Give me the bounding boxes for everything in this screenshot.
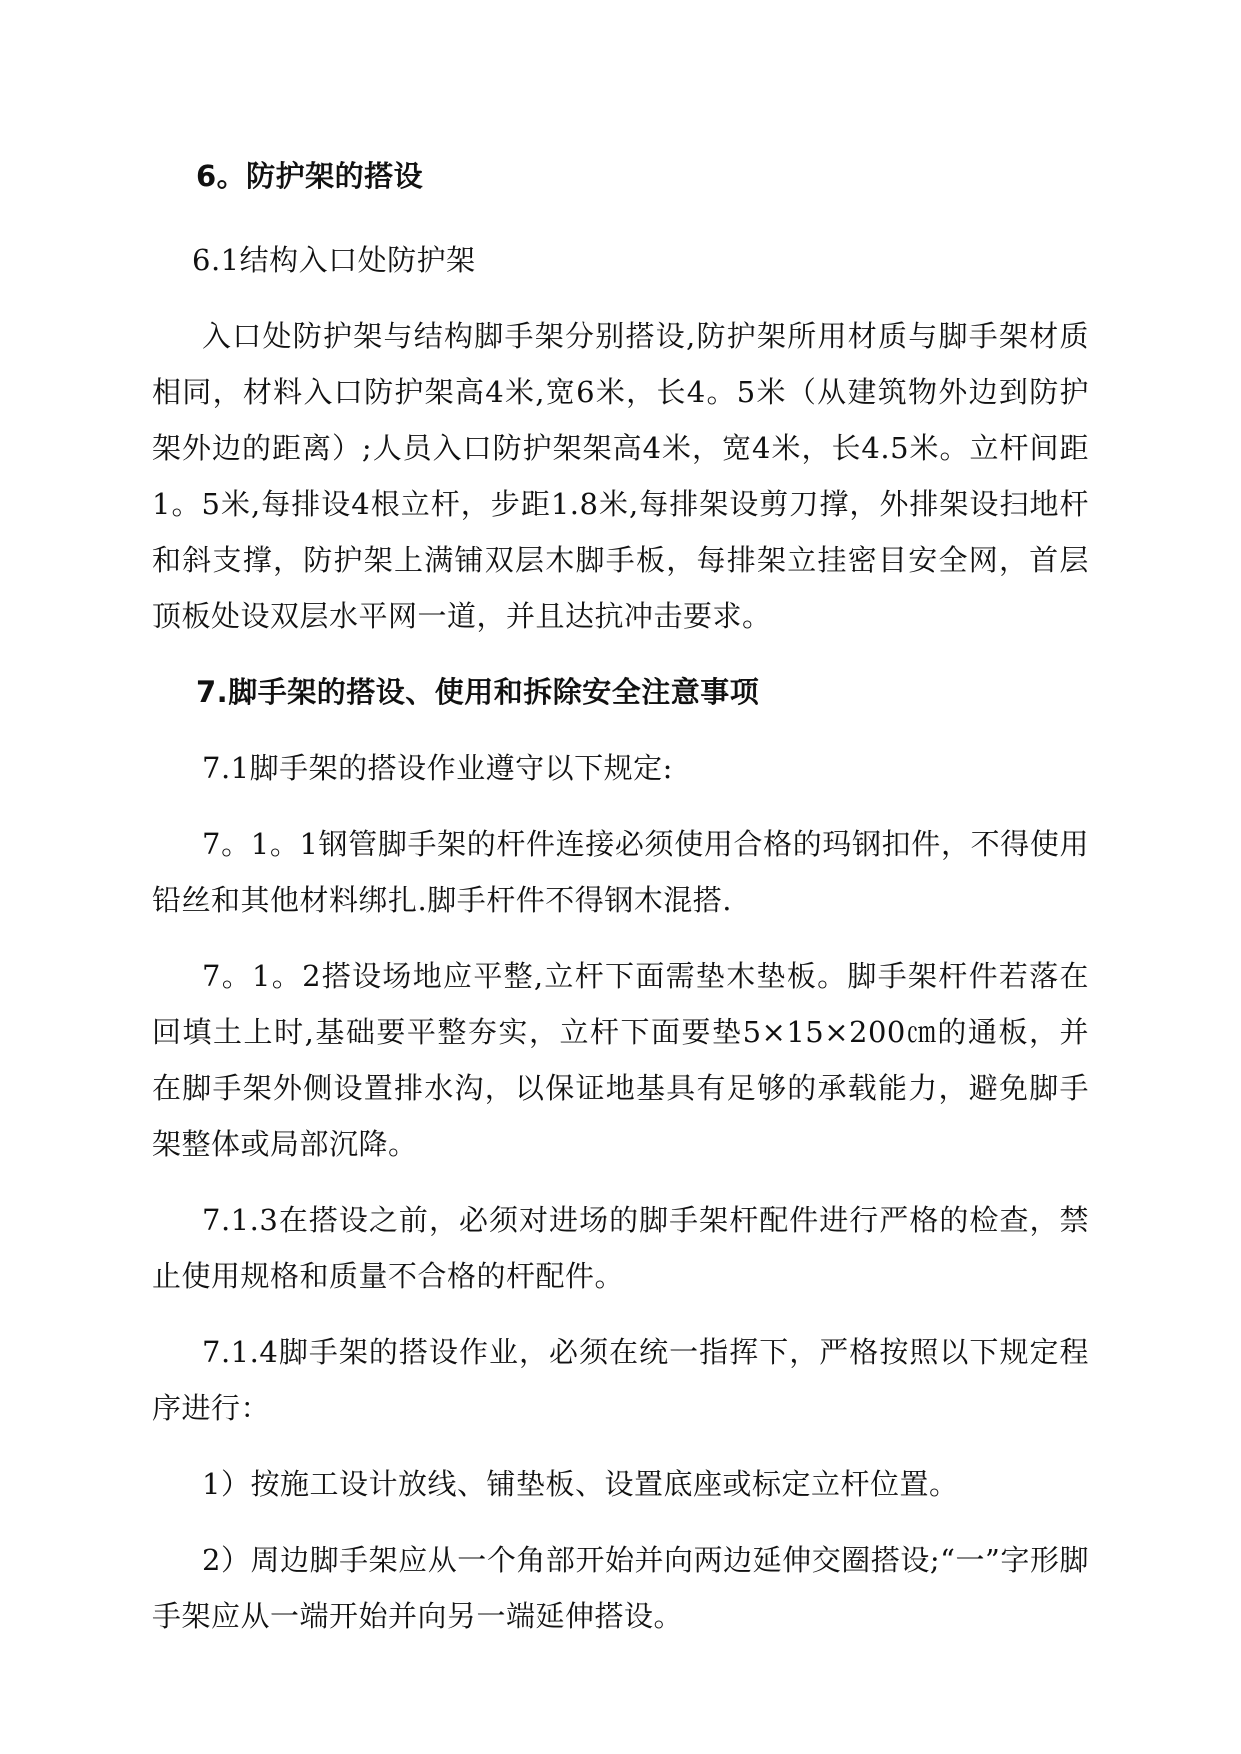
list-item-2: 2）周边脚手架应从一个角部开始并向两边延伸交圈搭设;“一”字形脚手架应从一端开始并向另一端延伸搭设。 [152,1543,1089,1633]
section-6-1-body: 入口处防护架与结构脚手架分别搭设,防护架所用材质与脚手架材质相同，材料入口防护架高4米,宽6米，长4。5米（从建筑物外边到防护架外边的距离）;人员入口防护架架高4米，宽4米，长4.5米。立杆间距1。5米,每排设4根立杆，步距1.8米,每排架设剪刀撑，外排架设扫地杆和斜支撑，防护架上满铺双层木脚手板，每排架立挂密目安全网，首层顶板处设双层水平网一道，并且达抗冲击要求。 [152,319,1089,633]
section-7-heading: 7.脚手架的搭设、使用和拆除安全注意事项 [196,675,760,709]
section-6-1-heading: 6.1结构入口处防护架 [192,243,476,277]
section-7-1-heading: 7.1脚手架的搭设作业遵守以下规定: [202,751,673,785]
section-6-heading: 6。防护架的搭设 [196,159,424,193]
section-7-1-4-paragraph: 7.1.4脚手架的搭设作业，必须在统一指挥下，严格按照以下规定程序进行： [152,1335,1089,1425]
section-7-1-3-paragraph: 7.1.3在搭设之前，必须对进场的脚手架杆配件进行严格的检查，禁止使用规格和质量不合格的杆配件。 [152,1203,1089,1293]
list-item-1: 1）按施工设计放线、铺垫板、设置底座或标定立杆位置。 [202,1467,959,1501]
section-7-1-1-paragraph: 7。1。1钢管脚手架的杆件连接必须使用合格的玛钢扣件，不得使用铅丝和其他材料绑扎.脚手杆件不得钢木混搭. [152,827,1089,917]
section-7-1-2-paragraph: 7。1。2搭设场地应平整,立杆下面需垫木垫板。脚手架杆件若落在回填土上时,基础要平整夯实，立杆下面要垫5×15×200㎝的通板，并在脚手架外侧设置排水沟，以保证地基具有足够的承载能力，避免脚手架整体或局部沉降。 [152,959,1089,1161]
document-content [152,148,1089,1644]
